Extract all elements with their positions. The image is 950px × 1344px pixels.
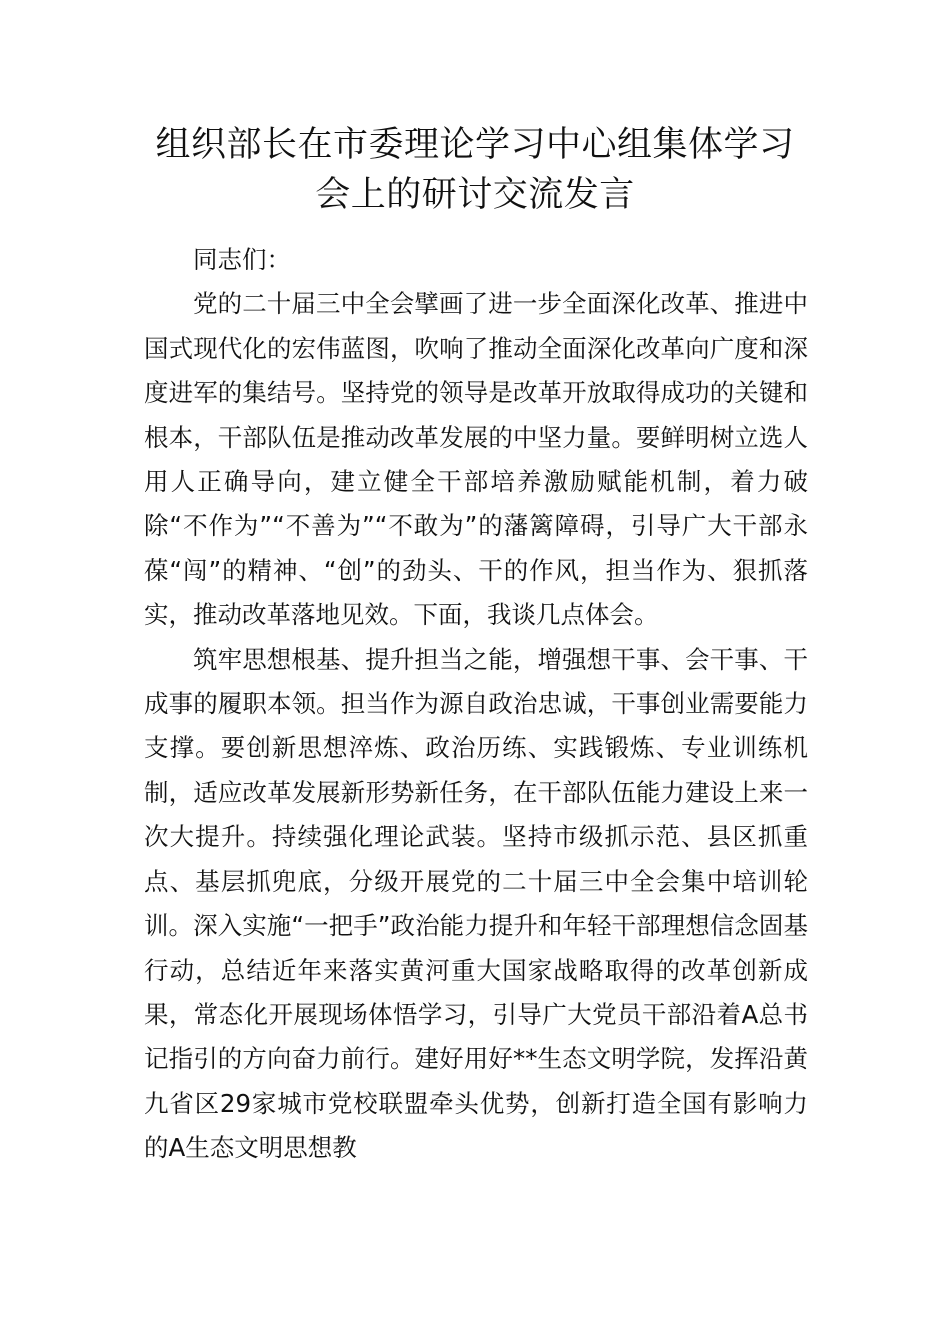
salutation: 同志们： bbox=[193, 245, 291, 274]
paragraph-1: 党的二十届三中全会擘画了进一步全面深化改革、推进中国式现代化的宏伟蓝图，吹响了推动全面深化改革向广度和深度进军的集结号。坚持党的领导是改革开放取得成功的关键和根本，干部队伍是推动改革发展的中坚力量。要鲜明树立选人用人正确导向，建立健全干部培养激励赋能机制，着力破除“不作为”“不善为”“不敢为”的藩篱障碍，引导广大干部永葆“闯”的精神、“创”的劲头、干的作风，担当作为、狠抓落实，推动改革落地见效。下面，我谈几点体会。 bbox=[144, 289, 808, 630]
title-line-1: 组织部长在市委理论学习中心组集体学习 bbox=[155, 125, 795, 165]
title-line-2: 会上的研讨交流发言 bbox=[315, 175, 635, 215]
paragraph-2: 筑牢思想根基、提升担当之能，增强想干事、会干事、干成事的履职本领。担当作为源自政治忠诚，干事创业需要能力支撑。要创新思想淬炼、政治历练、实践锻炼、专业训练机制，适应改革发展新形势新任务，在干部队伍能力建设上来一次大提升。持续强化理论武装。坚持市级抓示范、县区抓重点、基层抓兜底，分级开展党的二十届三中全会集中培训轮训。深入实施“一把手”政治能力提升和年轻干部理想信念固基行动，总结近年来落实黄河重大国家战略取得的改革创新成果，常态化开展现场体悟学习，引导广大党员干部沿着A总书记指引的方向奋力前行。建好用好**生态文明学院，发挥沿黄九省区29家城市党校联盟牵头优势，创新打造全国有影响力的A生态文明思想教 bbox=[144, 644, 808, 1163]
document-title bbox=[140, 120, 810, 220]
document-body bbox=[144, 238, 808, 1171]
